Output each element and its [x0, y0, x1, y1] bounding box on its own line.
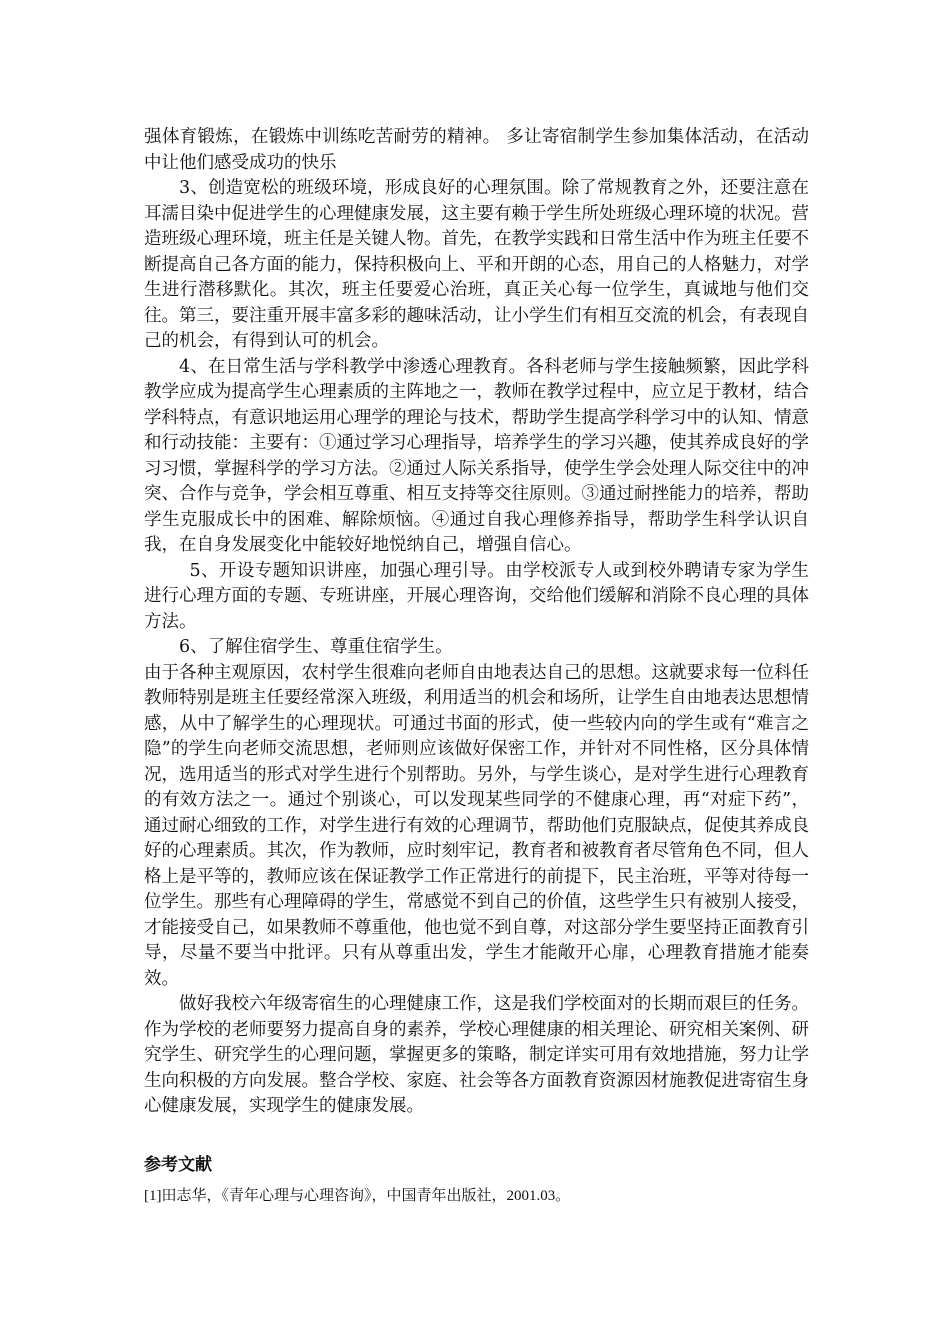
paragraph-item-3: 3、创造宽松的班级环境，形成良好的心理氛围。除了常规教育之外，还要注意在耳濡目染中促进学生的心理健康发展，这主要有赖于学生所处班级心理环境的状况。营造班级心理环境，班主任是关键人物。首先，在教学实践和日常生活中作为班主任要不断提高自己各方面的能力，保持积极向上、平和开朗的心态，用自己的人格魅力，对学生进行潜移默化。其次，班主任要爱心治班，真正关心每一位学生，真诚地与他们交往。第三，要注重开展丰富多彩的趣味活动，让小学生们有相互交流的机会，有表现自己的机会，有得到认可的机会。 — [144, 178, 809, 351]
paragraph-continuation: 强体育锻炼，在锻炼中训练吃苦耐劳的精神。 多让寄宿制学生参加集体活动，在活动中让他们感受成功的快乐 — [144, 127, 809, 173]
paragraph-item-6-heading: 6、了解住宿学生、尊重住宿学生。 — [179, 637, 453, 657]
references-heading: 参考文献 — [144, 1154, 212, 1175]
paragraph-item-5: 5、开设专题知识讲座，加强心理引导。由学校派专人或到校外聘请专家为学生进行心理方面的专题、专班讲座，开展心理咨询，交给他们缓解和消除不良心理的具体方法。 — [144, 560, 809, 632]
document-page — [144, 125, 809, 1207]
paragraph-conclusion: 做好我校六年级寄宿生的心理健康工作，这是我们学校面对的长期而艰巨的任务。作为学校的老师要努力提高自身的素养，学校心理健康的相关理论、研究相关案例、研究学生、研究学生的心理问题，掌握更多的策略，制定详实可用有效地措施，努力让学生向积极的方向发展。整合学校、家庭、社会等各方面教育资源因材施教促进寄宿生身心健康发展，实现学生的健康发展。 — [144, 994, 809, 1116]
paragraph-item-6-body: 由于各种主观原因，农村学生很难向老师自由地表达自己的思想。这就要求每一位科任教师特别是班主任要经常深入班级，利用适当的机会和场所，让学生自由地表达思想情感，从中了解学生的心理现状。可通过书面的形式，使一些较内向的学生或有“难言之隐”的学生向老师交流思想，老师则应该做好保密工作，并针对不同性格，区分具体情况，选用适当的形式对学生进行个别帮助。另外，与学生谈心，是对学生进行心理教育的有效方法之一。通过个别谈心，可以发现某些同学的不健康心理，再“对症下药”，通过耐心细致的工作，对学生进行有效的心理调节，帮助他们克服缺点，促使其养成良好的心理素质。其次，作为教师，应时刻牢记，教育者和被教育者尽管角色不同，但人格上是平等的，教师应该在保证教学工作正常进行的前提下，民主治班，平等对待每一位学生。那些有心理障碍的学生，常感觉不到自己的价值，这些学生只有被别人接受，才能接受自己，如果教师不尊重他，他也觉不到自尊，对这部分学生要坚持正面教育引导，尽量不要当中批评。只有从尊重出发，学生才能敞开心扉，心理教育措施才能奏效。 — [144, 662, 809, 989]
reference-item: [1]田志华，《青年心理与心理咨询》，中国青年出版社，2001.03。 — [144, 1187, 571, 1204]
paragraph-item-4: 4、在日常生活与学科教学中渗透心理教育。各科老师与学生接触频繁，因此学科教学应成为提高学生心理素质的主阵地之一，教师在教学过程中，应立足于教材，结合学科特点，有意识地运用心理学的理论与技术，帮助学生提高学科学习中的认知、情意和行动技能：主要有：①通过学习心理指导，培养学生的学习兴趣，使其养成良好的学习习惯，掌握科学的学习方法。②通过人际关系指导，使学生学会处理人际交往中的冲突、合作与竞争，学会相互尊重、相互支持等交往原则。③通过耐挫能力的培养，帮助学生克服成长中的困难、解除烦恼。④通过自我心理修养指导，帮助学生科学认识自我，在自身发展变化中能较好地悦纳自己，增强自信心。 — [144, 356, 809, 555]
